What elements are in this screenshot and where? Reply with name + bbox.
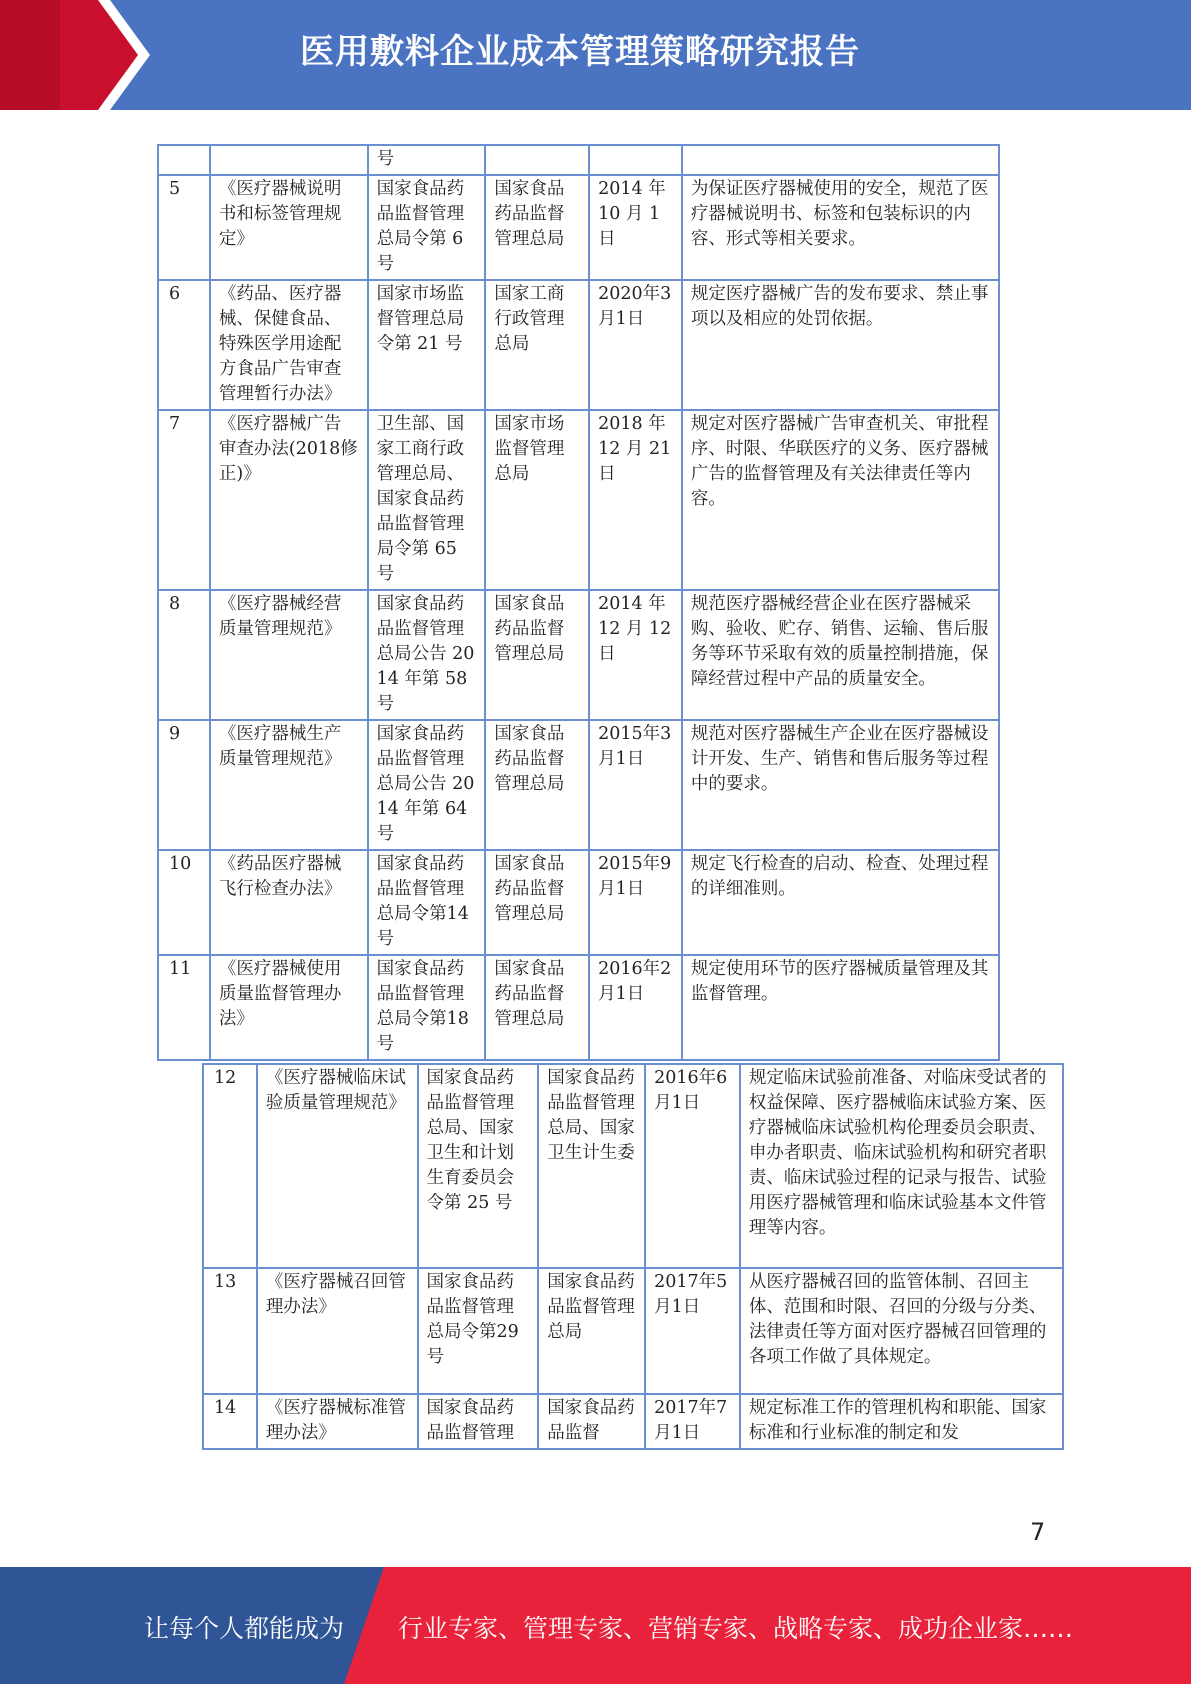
regulation-content: 从医疗器械召回的监管体制、召回主体、范围和时限、召回的分级与分类、法律责任等方面对医疗器械召回管理的各项工作做了具体规定。 [740, 1268, 1063, 1394]
table-row [203, 1064, 1063, 1268]
regulation-table-1 [157, 144, 1000, 1061]
table-row [158, 280, 999, 410]
table-row [158, 590, 999, 720]
row-number: 9 [158, 720, 210, 850]
issuing-order: 国家食品药品监督管理总局令第29号 [418, 1268, 539, 1394]
regulation-name: 《医疗器械使用质量监督管理办法》 [210, 955, 368, 1060]
issuing-department: 国家食品药品监督管理总局 [485, 175, 589, 280]
issuing-department: 国家食品药品监督 [538, 1394, 645, 1449]
regulation-content [682, 145, 999, 175]
effective-date [589, 145, 682, 175]
regulation-content: 规定飞行检查的启动、检查、处理过程的详细准则。 [682, 850, 999, 955]
effective-date: 2017年7月1日 [645, 1394, 740, 1449]
row-number: 14 [203, 1394, 257, 1449]
issuing-order: 国家食品药品监督管理总局公告 2014 年第 64 号 [368, 720, 486, 850]
effective-date: 2015年3月1日 [589, 720, 682, 850]
header-chevron-icon [0, 0, 160, 110]
issuing-order: 国家食品药品监督管理总局令第14号 [368, 850, 486, 955]
regulation-name: 《医疗器械说明书和标签管理规定》 [210, 175, 368, 280]
regulation-content: 规定标准工作的管理机构和职能、国家标准和行业标准的制定和发 [740, 1394, 1063, 1449]
issuing-order: 卫生部、国家工商行政管理总局、国家食品药品监督管理局令第 65 号 [368, 410, 486, 590]
table-row [158, 175, 999, 280]
issuing-order: 国家食品药品监督管理总局令第18号 [368, 955, 486, 1060]
regulation-table-2 [202, 1063, 1064, 1450]
row-number [158, 145, 210, 175]
page-number: 7 [1030, 1518, 1046, 1546]
regulation-name: 《医疗器械经营质量管理规范》 [210, 590, 368, 720]
regulation-name: 《医疗器械生产质量管理规范》 [210, 720, 368, 850]
footer-slogan-roles: 行业专家、管理专家、营销专家、战略专家、成功企业家…… [398, 1614, 1074, 1643]
row-number: 10 [158, 850, 210, 955]
row-number: 13 [203, 1268, 257, 1394]
regulation-content: 为保证医疗器械使用的安全，规范了医疗器械说明书、标签和包装标识的内容、形式等相关要求。 [682, 175, 999, 280]
regulation-name: 《医疗器械临床试验质量管理规范》 [257, 1064, 418, 1268]
effective-date: 2014 年 12 月 12 日 [589, 590, 682, 720]
regulation-name [210, 145, 368, 175]
issuing-order: 国家市场监督管理总局令第 21 号 [368, 280, 486, 410]
effective-date: 2017年5月1日 [645, 1268, 740, 1394]
table-row [158, 410, 999, 590]
regulation-name: 《医疗器械召回管理办法》 [257, 1268, 418, 1394]
regulation-content: 规定使用环节的医疗器械质量管理及其监督管理。 [682, 955, 999, 1060]
issuing-order: 国家食品药品监督管理总局公告 2014 年第 58 号 [368, 590, 486, 720]
regulation-content: 规范医疗器械经营企业在医疗器械采购、验收、贮存、销售、运输、售后服务等环节采取有效的质量控制措施，保障经营过程中产品的质量安全。 [682, 590, 999, 720]
effective-date: 2015年9月1日 [589, 850, 682, 955]
row-number: 6 [158, 280, 210, 410]
issuing-department: 国家食品药品监督管理总局 [485, 955, 589, 1060]
issuing-order: 号 [368, 145, 486, 175]
regulation-content: 规范对医疗器械生产企业在医疗器械设计开发、生产、销售和售后服务等过程中的要求。 [682, 720, 999, 850]
effective-date: 2016年6月1日 [645, 1064, 740, 1268]
regulation-content: 规定医疗器械广告的发布要求、禁止事项以及相应的处罚依据。 [682, 280, 999, 410]
row-number: 7 [158, 410, 210, 590]
issuing-department: 国家食品药品监督管理总局 [485, 590, 589, 720]
regulation-content: 规定对医疗器械广告审查机关、审批程序、时限、华联医疗的义务、医疗器械广告的监督管理及有关法律责任等内容。 [682, 410, 999, 590]
regulation-name: 《医疗器械标准管理办法》 [257, 1394, 418, 1449]
issuing-department: 国家食品药品监督管理总局、国家卫生计生委 [538, 1064, 645, 1268]
issuing-department: 国家食品药品监督管理总局 [485, 720, 589, 850]
issuing-department: 国家食品药品监督管理总局 [538, 1268, 645, 1394]
regulation-name: 《药品、医疗器械、保健食品、特殊医学用途配方食品广告审查管理暂行办法》 [210, 280, 368, 410]
table-row [158, 850, 999, 955]
issuing-department: 国家工商行政管理总局 [485, 280, 589, 410]
footer-slogan-lead: 让每个人都能成为 [144, 1614, 345, 1643]
issuing-order: 国家食品药品监督管理总局令第 6 号 [368, 175, 486, 280]
effective-date: 2014 年 10 月 1 日 [589, 175, 682, 280]
issuing-order: 国家食品药品监督管理 [418, 1394, 539, 1449]
regulation-name: 《医疗器械广告审查办法(2018修正)》 [210, 410, 368, 590]
issuing-department: 国家市场监督管理总局 [485, 410, 589, 590]
row-number: 11 [158, 955, 210, 1060]
row-number: 8 [158, 590, 210, 720]
effective-date: 2016年2月1日 [589, 955, 682, 1060]
issuing-department [485, 145, 589, 175]
table-row [158, 955, 999, 1060]
issuing-order: 国家食品药品监督管理总局、国家卫生和计划生育委员会令第 25 号 [418, 1064, 539, 1268]
table-row [203, 1268, 1063, 1394]
regulation-content: 规定临床试验前准备、对临床受试者的权益保障、医疗器械临床试验方案、医疗器械临床试验机构伦理委员会职责、申办者职责、临床试验机构和研究者职责、临床试验过程的记录与报告、试验用医疗器械管理和临床试验基本文件管理等内容。 [740, 1064, 1063, 1268]
effective-date: 2018 年 12 月 21 日 [589, 410, 682, 590]
document-title: 医用敷料企业成本管理策略研究报告 [300, 32, 860, 72]
issuing-department: 国家食品药品监督管理总局 [485, 850, 589, 955]
regulation-name: 《药品医疗器械飞行检查办法》 [210, 850, 368, 955]
effective-date: 2020年3月1日 [589, 280, 682, 410]
page-header [0, 0, 1191, 110]
page-footer [0, 1567, 1191, 1684]
row-number: 5 [158, 175, 210, 280]
table-row [203, 1394, 1063, 1449]
row-number: 12 [203, 1064, 257, 1268]
table-row [158, 145, 999, 175]
table-row [158, 720, 999, 850]
